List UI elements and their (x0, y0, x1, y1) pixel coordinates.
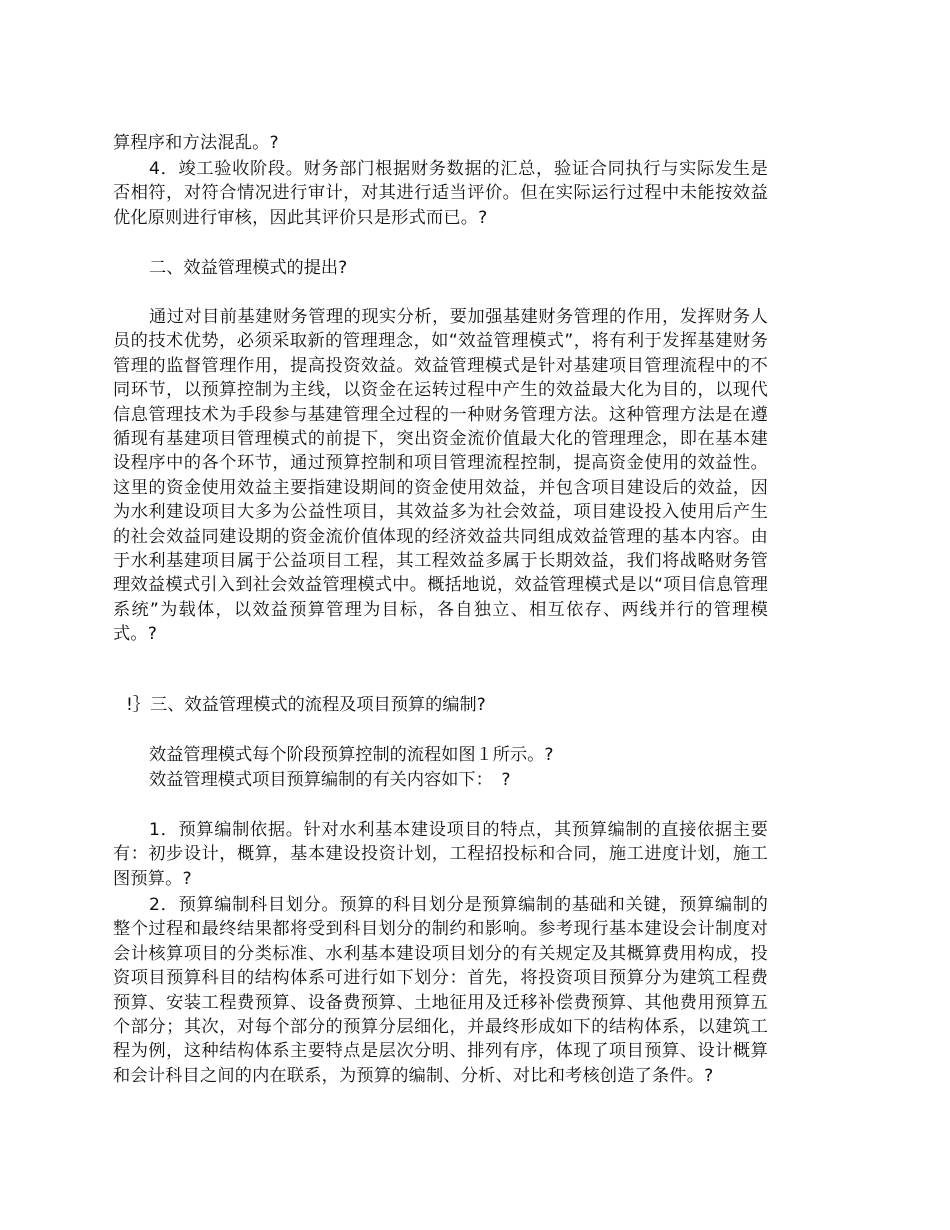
paragraph-item-2: 2．预算编制科目划分。预算的科目划分是预算编制的基础和关键，预算编制的整个过程和最终结果都将受到科目划分的制约和影响。参考现行基本建设会计制度对会计核算项目的分类标准、水利基本建设项目划分的有关规定及其概算费用构成，投资项目预算科目的结构体系可进行如下划分：首先，将投资项目预算分为建筑工程费预算、安装工程费预算、设备费预算、土地征用及迁移补偿费预算、其他费用预算五个部分；其次，对每个部分的预算分层细化，并最终形成如下的结构体系，以建筑工程为例，这种结构体系主要特点是层次分明、排列有序，体现了项目预算、设计概算和会计科目之间的内在联系，为预算的编制、分析、对比和考核创造了条件。? (113, 895, 768, 1086)
line-content-intro: 效益管理模式项目预算编制的有关内容如下： ? (149, 770, 511, 790)
paragraph-intro-tail: 算程序和方法混乱。? (113, 133, 279, 153)
section-heading-2: 二、效益管理模式的提出? (149, 258, 348, 278)
paragraph-section-2: 通过对目前基建财务管理的现实分析，要加强基建财务管理的作用，发挥财务人员的技术优势，必须采取新的管理理念，如“效益管理模式”，将有利于发挥基建财务管理的监督管理作用，提高投资效益。效益管理模式是针对基建项目管理流程中的不同环节，以预算控制为主线，以资金在运转过程中产生的效益最大化为目的，以现代信息管理技术为手段参与基建管理全过程的一种财务管理方法。这种管理方法是在遵循现有基建项目管理模式的前提下，突出资金流价值最大化的管理理念，即在基本建设程序中的各个环节，通过预算控制和项目管理流程控制，提高资金使用的效益性。这里的资金使用效益主要指建设期间的资金使用效益，并包含项目建设后的效益，因为水利建设项目大多为公益性项目，其效益多为社会效益，项目建设投入使用后产生的社会效益同建设期的资金流价值体现的经济效益共同组成效益管理的基本内容。由于水利基建项目属于公益项目工程，其工程效益多属于长期效益，我们将战略财务管理效益模式引入到社会效益管理模式中。概括地说，效益管理模式是以“项目信息管理系统”为载体，以效益预算管理为目标，各自独立、相互依存、两线并行的管理模式。? (113, 307, 768, 645)
line-flow-chart: 效益管理模式每个阶段预算控制的流程如图１所示。? (149, 745, 554, 765)
paragraph-item-4: 4．竣工验收阶段。财务部门根据财务数据的汇总，验证合同执行与实际发生是否相符，对符合情况进行审计，对其进行适当评价。但在实际运行过程中未能按效益优化原则进行审核，因此其评价只是形式而已。? (113, 159, 768, 228)
section-heading-3: !｝三、效益管理模式的流程及项目预算的编制? (126, 695, 486, 715)
paragraph-item-1: 1．预算编制依据。针对水利基本建设项目的特点，其预算编制的直接依据主要有：初步设计，概算，基本建设投资计划，工程招投标和合同，施工进度计划，施工图预算。? (113, 820, 768, 889)
